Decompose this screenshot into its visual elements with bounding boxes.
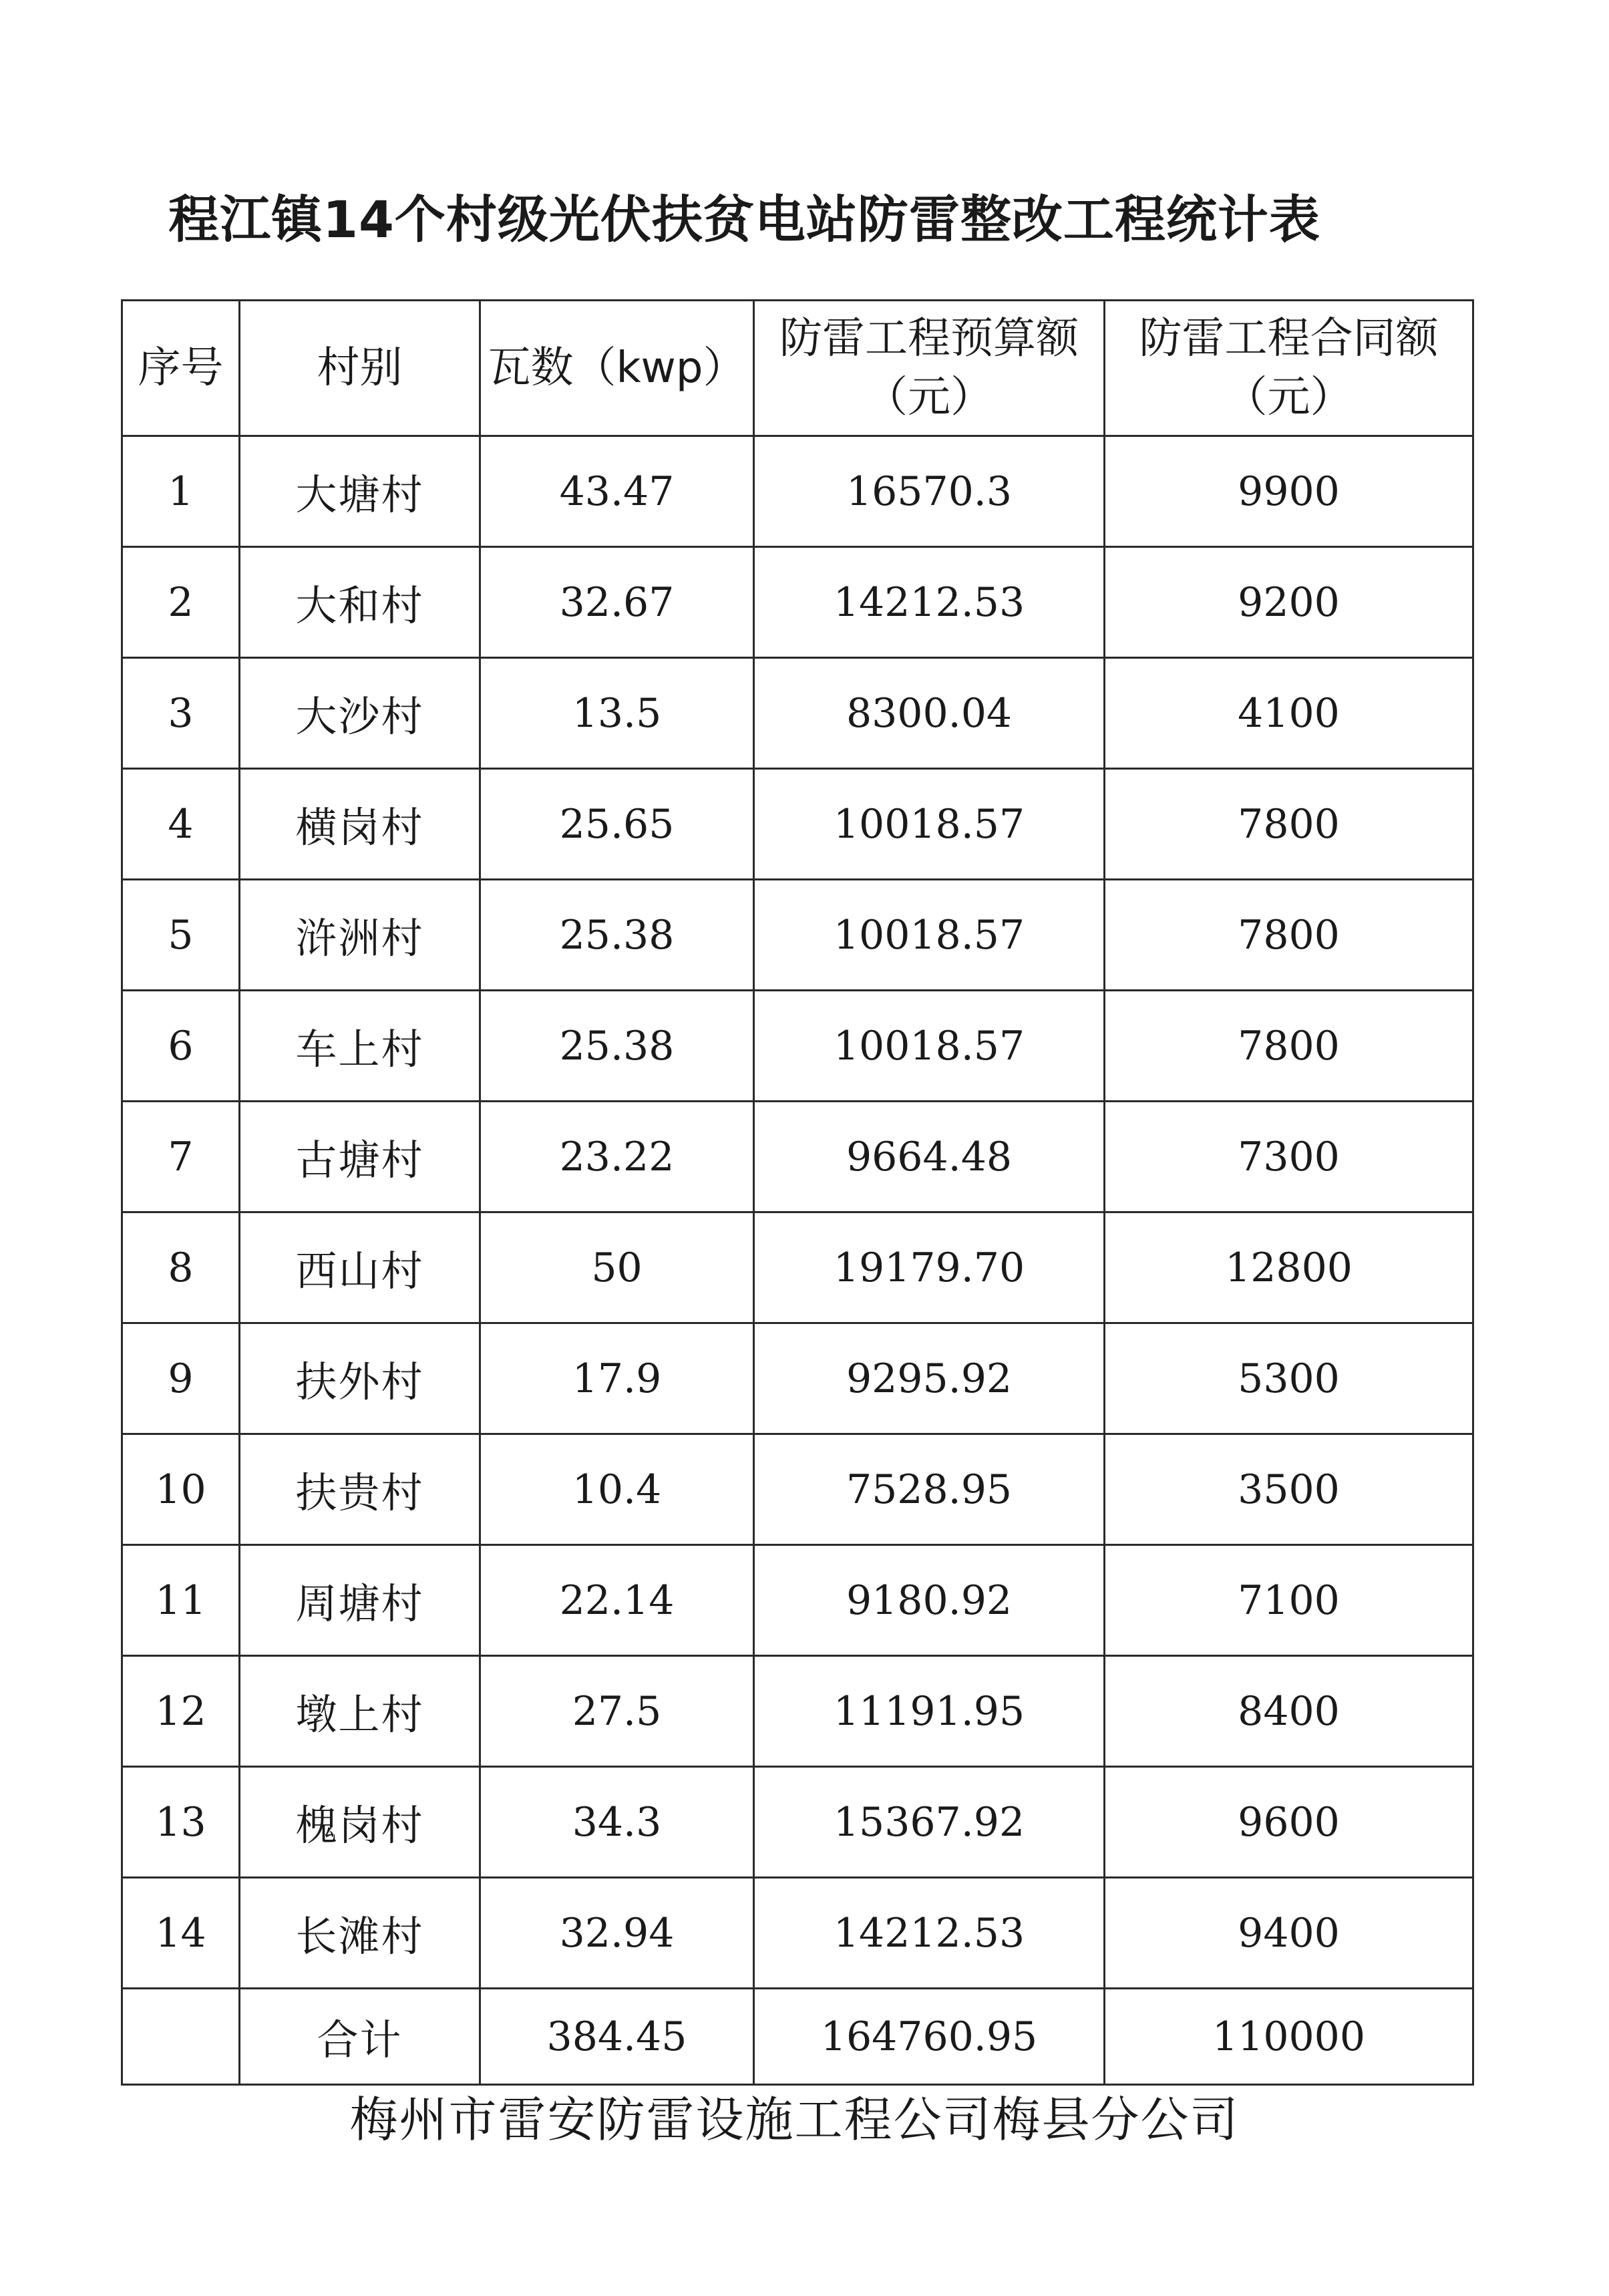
cell-village: 车上村 xyxy=(240,991,480,1102)
header-budget-label: 防雷工程预算额 xyxy=(779,314,1079,363)
statistics-table xyxy=(121,299,1474,2086)
cell-index: 12 xyxy=(122,1656,240,1767)
cell-contract: 8400 xyxy=(1105,1656,1473,1767)
cell-budget: 14212.53 xyxy=(754,1878,1105,1989)
cell-budget: 10018.57 xyxy=(754,880,1105,991)
table-row xyxy=(122,1878,1473,1989)
cell-budget: 7528.95 xyxy=(754,1434,1105,1545)
cell-village: 浒洲村 xyxy=(240,880,480,991)
total-village: 合计 xyxy=(240,1989,480,2085)
cell-power: 50 xyxy=(480,1212,754,1323)
header-contract-label: 防雷工程合同额 xyxy=(1139,314,1439,363)
cell-power: 43.47 xyxy=(480,436,754,547)
cell-budget: 9664.48 xyxy=(754,1102,1105,1212)
total-index xyxy=(122,1989,240,2085)
total-budget: 164760.95 xyxy=(754,1989,1105,2085)
table-row xyxy=(122,1434,1473,1545)
table-row xyxy=(122,436,1473,547)
cell-power: 13.5 xyxy=(480,658,754,769)
cell-contract: 5300 xyxy=(1105,1323,1473,1434)
cell-budget: 14212.53 xyxy=(754,547,1105,658)
table-row xyxy=(122,769,1473,880)
cell-index: 11 xyxy=(122,1545,240,1656)
table-row xyxy=(122,658,1473,769)
cell-power: 25.38 xyxy=(480,991,754,1102)
cell-contract: 9900 xyxy=(1105,436,1473,547)
cell-village: 长滩村 xyxy=(240,1878,480,1989)
header-index: 序号 xyxy=(122,301,240,436)
cell-index: 13 xyxy=(122,1767,240,1878)
cell-village: 墩上村 xyxy=(240,1656,480,1767)
cell-power: 27.5 xyxy=(480,1656,754,1767)
cell-village: 扶外村 xyxy=(240,1323,480,1434)
document-title: 程江镇14个村级光伏扶贫电站防雷整改工程统计表 xyxy=(168,190,1320,249)
table-body xyxy=(122,436,1473,2085)
cell-index: 6 xyxy=(122,991,240,1102)
header-village: 村别 xyxy=(240,301,480,436)
header-budget-unit: （元） xyxy=(865,373,993,422)
table-row xyxy=(122,991,1473,1102)
total-row xyxy=(122,1989,1473,2085)
cell-budget: 10018.57 xyxy=(754,991,1105,1102)
cell-power: 32.94 xyxy=(480,1878,754,1989)
cell-power: 34.3 xyxy=(480,1767,754,1878)
cell-contract: 7800 xyxy=(1105,991,1473,1102)
table-row xyxy=(122,1212,1473,1323)
cell-power: 22.14 xyxy=(480,1545,754,1656)
header-contract-unit: （元） xyxy=(1224,373,1353,422)
table-row xyxy=(122,880,1473,991)
cell-index: 2 xyxy=(122,547,240,658)
cell-village: 扶贵村 xyxy=(240,1434,480,1545)
total-power: 384.45 xyxy=(480,1989,754,2085)
table-row xyxy=(122,1767,1473,1878)
cell-contract: 7100 xyxy=(1105,1545,1473,1656)
table-row xyxy=(122,1323,1473,1434)
cell-index: 3 xyxy=(122,658,240,769)
cell-contract: 4100 xyxy=(1105,658,1473,769)
company-name: 梅州市雷安防雷设施工程公司梅县分公司 xyxy=(349,2092,1240,2148)
cell-index: 14 xyxy=(122,1878,240,1989)
table-header-row xyxy=(122,301,1473,436)
cell-budget: 9295.92 xyxy=(754,1323,1105,1434)
cell-power: 25.38 xyxy=(480,880,754,991)
cell-village: 古塘村 xyxy=(240,1102,480,1212)
cell-contract: 9400 xyxy=(1105,1878,1473,1989)
cell-budget: 11191.95 xyxy=(754,1656,1105,1767)
cell-index: 9 xyxy=(122,1323,240,1434)
cell-contract: 7800 xyxy=(1105,880,1473,991)
cell-index: 8 xyxy=(122,1212,240,1323)
cell-contract: 9600 xyxy=(1105,1767,1473,1878)
cell-village: 大沙村 xyxy=(240,658,480,769)
cell-index: 10 xyxy=(122,1434,240,1545)
cell-budget: 9180.92 xyxy=(754,1545,1105,1656)
cell-index: 1 xyxy=(122,436,240,547)
cell-village: 西山村 xyxy=(240,1212,480,1323)
cell-village: 槐岗村 xyxy=(240,1767,480,1878)
cell-budget: 8300.04 xyxy=(754,658,1105,769)
cell-contract: 3500 xyxy=(1105,1434,1473,1545)
cell-budget: 19179.70 xyxy=(754,1212,1105,1323)
header-power: 瓦数（kwp） xyxy=(480,301,754,436)
total-contract: 110000 xyxy=(1105,1989,1473,2085)
cell-village: 横岗村 xyxy=(240,769,480,880)
cell-contract: 7800 xyxy=(1105,769,1473,880)
table-row xyxy=(122,1656,1473,1767)
cell-index: 7 xyxy=(122,1102,240,1212)
cell-power: 25.65 xyxy=(480,769,754,880)
table-row xyxy=(122,1545,1473,1656)
cell-village: 大和村 xyxy=(240,547,480,658)
table-row xyxy=(122,1102,1473,1212)
cell-index: 5 xyxy=(122,880,240,991)
cell-contract: 12800 xyxy=(1105,1212,1473,1323)
cell-power: 17.9 xyxy=(480,1323,754,1434)
cell-power: 32.67 xyxy=(480,547,754,658)
cell-contract: 9200 xyxy=(1105,547,1473,658)
header-contract xyxy=(1105,301,1473,436)
cell-power: 10.4 xyxy=(480,1434,754,1545)
cell-village: 大塘村 xyxy=(240,436,480,547)
cell-power: 23.22 xyxy=(480,1102,754,1212)
cell-contract: 7300 xyxy=(1105,1102,1473,1212)
cell-budget: 16570.3 xyxy=(754,436,1105,547)
table-row xyxy=(122,547,1473,658)
cell-budget: 10018.57 xyxy=(754,769,1105,880)
header-budget xyxy=(754,301,1105,436)
cell-index: 4 xyxy=(122,769,240,880)
cell-village: 周塘村 xyxy=(240,1545,480,1656)
cell-budget: 15367.92 xyxy=(754,1767,1105,1878)
